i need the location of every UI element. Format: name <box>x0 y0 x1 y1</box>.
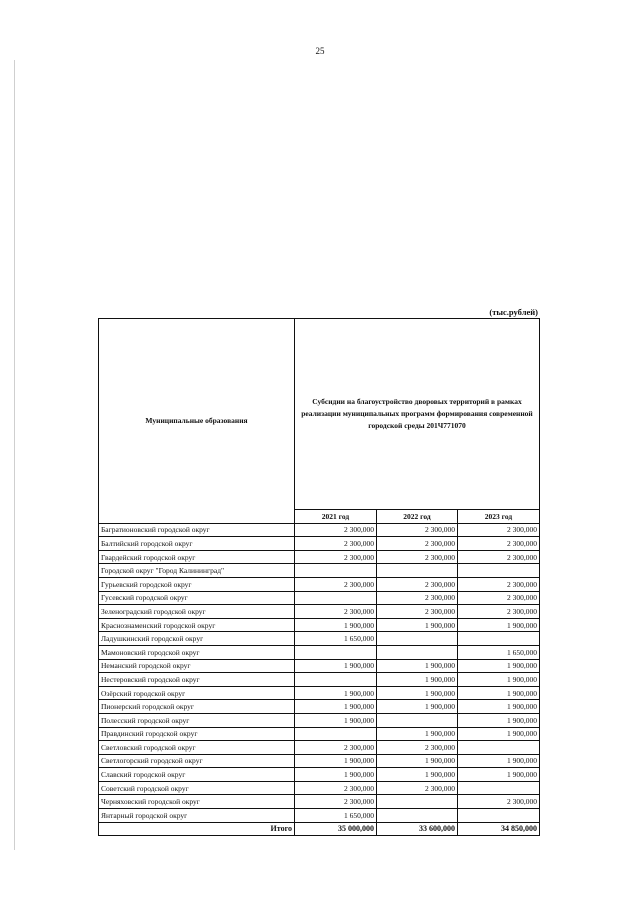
value-2023-cell: 1 900,000 <box>458 727 540 741</box>
municipality-cell: Черняховский городской округ <box>99 795 295 809</box>
table-row <box>99 686 540 700</box>
value-2021-cell <box>295 727 377 741</box>
table-body <box>99 319 540 836</box>
value-2022-cell: 1 900,000 <box>377 700 458 714</box>
table-row <box>99 632 540 646</box>
value-2023-cell: 2 300,000 <box>458 537 540 551</box>
value-2022-cell: 1 900,000 <box>377 686 458 700</box>
value-2022-cell <box>377 809 458 823</box>
value-2022-cell: 1 900,000 <box>377 727 458 741</box>
table-row <box>99 781 540 795</box>
table-row <box>99 564 540 578</box>
value-2021-cell: 1 900,000 <box>295 768 377 782</box>
value-2021-cell <box>295 645 377 659</box>
table-row <box>99 768 540 782</box>
value-2021-cell: 2 300,000 <box>295 550 377 564</box>
value-2023-cell <box>458 632 540 646</box>
value-2021-cell: 1 900,000 <box>295 754 377 768</box>
value-2021-cell: 1 650,000 <box>295 809 377 823</box>
table-row <box>99 645 540 659</box>
table-row <box>99 795 540 809</box>
table-row <box>99 577 540 591</box>
municipality-cell: Янтарный городской округ <box>99 809 295 823</box>
municipality-cell: Светлогорский городской округ <box>99 754 295 768</box>
value-2021-cell: 2 300,000 <box>295 795 377 809</box>
value-2023-cell <box>458 564 540 578</box>
value-2022-cell: 1 900,000 <box>377 673 458 687</box>
value-2023-cell <box>458 781 540 795</box>
value-2022-cell: 2 300,000 <box>377 741 458 755</box>
table-row <box>99 537 540 551</box>
municipality-cell: Славский городской округ <box>99 768 295 782</box>
table-row <box>99 659 540 673</box>
municipality-cell: Городской округ "Город Калининград" <box>99 564 295 578</box>
value-2021-cell <box>295 591 377 605</box>
table-row <box>99 727 540 741</box>
value-2021-cell: 2 300,000 <box>295 537 377 551</box>
value-2021-cell: 1 900,000 <box>295 713 377 727</box>
unit-label: (тыс.рублей) <box>489 307 538 317</box>
value-2023-cell: 2 300,000 <box>458 795 540 809</box>
value-2021-cell: 1 650,000 <box>295 632 377 646</box>
municipality-cell: Полесский городской округ <box>99 713 295 727</box>
value-2022-cell: 2 300,000 <box>377 523 458 537</box>
table-row <box>99 673 540 687</box>
value-2022-cell: 2 300,000 <box>377 537 458 551</box>
municipality-cell: Зеленоградский городской округ <box>99 605 295 619</box>
value-2023-cell: 1 900,000 <box>458 659 540 673</box>
municipality-cell: Гвардейский городской округ <box>99 550 295 564</box>
table-row <box>99 591 540 605</box>
value-2023-cell: 2 300,000 <box>458 550 540 564</box>
total-row <box>99 822 540 836</box>
municipality-cell: Неманский городской округ <box>99 659 295 673</box>
value-2023-cell <box>458 809 540 823</box>
value-2021-cell: 2 300,000 <box>295 523 377 537</box>
header-year-2023: 2023 год <box>458 510 540 524</box>
table-row <box>99 605 540 619</box>
value-2021-cell: 2 300,000 <box>295 577 377 591</box>
value-2022-cell <box>377 713 458 727</box>
subsidy-table <box>98 318 540 836</box>
value-2023-cell: 2 300,000 <box>458 605 540 619</box>
value-2022-cell: 1 900,000 <box>377 754 458 768</box>
municipality-cell: Ладушкинский городской округ <box>99 632 295 646</box>
total-2022-cell: 33 600,000 <box>377 822 458 836</box>
scan-margin-line <box>14 60 15 850</box>
municipality-cell: Краснознаменский городской округ <box>99 618 295 632</box>
value-2022-cell: 2 300,000 <box>377 577 458 591</box>
value-2023-cell: 1 900,000 <box>458 673 540 687</box>
value-2021-cell: 1 900,000 <box>295 659 377 673</box>
value-2022-cell <box>377 795 458 809</box>
municipality-cell: Правдинский городской округ <box>99 727 295 741</box>
municipality-cell: Гурьевский городской округ <box>99 577 295 591</box>
value-2023-cell: 1 900,000 <box>458 754 540 768</box>
municipality-cell: Гусевский городской округ <box>99 591 295 605</box>
value-2021-cell: 2 300,000 <box>295 741 377 755</box>
header-year-2021: 2021 год <box>295 510 377 524</box>
municipality-cell: Светловский городской округ <box>99 741 295 755</box>
page-number: 25 <box>315 46 325 56</box>
value-2022-cell <box>377 645 458 659</box>
value-2022-cell <box>377 564 458 578</box>
value-2021-cell: 1 900,000 <box>295 700 377 714</box>
value-2021-cell: 2 300,000 <box>295 605 377 619</box>
municipality-cell: Озёрский городской округ <box>99 686 295 700</box>
value-2021-cell <box>295 673 377 687</box>
value-2022-cell: 1 900,000 <box>377 768 458 782</box>
value-2023-cell <box>458 741 540 755</box>
value-2022-cell: 2 300,000 <box>377 781 458 795</box>
value-2023-cell: 1 900,000 <box>458 700 540 714</box>
municipality-cell: Мамоновский городской округ <box>99 645 295 659</box>
value-2021-cell <box>295 564 377 578</box>
value-2021-cell: 1 900,000 <box>295 618 377 632</box>
municipality-cell: Советский городской округ <box>99 781 295 795</box>
table-row <box>99 754 540 768</box>
total-2023-cell: 34 850,000 <box>458 822 540 836</box>
table-row <box>99 741 540 755</box>
header-row <box>99 319 540 510</box>
header-year-2022: 2022 год <box>377 510 458 524</box>
table-row <box>99 713 540 727</box>
table-row <box>99 523 540 537</box>
value-2021-cell: 2 300,000 <box>295 781 377 795</box>
table-row <box>99 550 540 564</box>
value-2022-cell: 2 300,000 <box>377 605 458 619</box>
header-municipality: Муниципальные образования <box>99 319 295 524</box>
value-2022-cell: 2 300,000 <box>377 591 458 605</box>
value-2023-cell: 2 300,000 <box>458 577 540 591</box>
value-2023-cell: 1 900,000 <box>458 713 540 727</box>
value-2022-cell <box>377 632 458 646</box>
municipality-cell: Балтийский городской округ <box>99 537 295 551</box>
value-2022-cell: 2 300,000 <box>377 550 458 564</box>
value-2023-cell: 2 300,000 <box>458 591 540 605</box>
table-row <box>99 809 540 823</box>
total-label: Итого <box>99 822 295 836</box>
value-2022-cell: 1 900,000 <box>377 618 458 632</box>
total-2021-cell: 35 000,000 <box>295 822 377 836</box>
value-2023-cell: 1 900,000 <box>458 618 540 632</box>
table-row <box>99 700 540 714</box>
municipality-cell: Багратионовский городской округ <box>99 523 295 537</box>
value-2023-cell: 1 650,000 <box>458 645 540 659</box>
municipality-cell: Нестеровский городской округ <box>99 673 295 687</box>
value-2023-cell: 1 900,000 <box>458 768 540 782</box>
table-row <box>99 618 540 632</box>
value-2023-cell: 2 300,000 <box>458 523 540 537</box>
municipality-cell: Пионерский городской округ <box>99 700 295 714</box>
value-2023-cell: 1 900,000 <box>458 686 540 700</box>
value-2022-cell: 1 900,000 <box>377 659 458 673</box>
value-2021-cell: 1 900,000 <box>295 686 377 700</box>
header-subsidy: Субсидии на благоустройство дворовых территорий в рамках реализации муниципальных программ формирования современной городской среды 201Ч771070 <box>295 319 540 510</box>
